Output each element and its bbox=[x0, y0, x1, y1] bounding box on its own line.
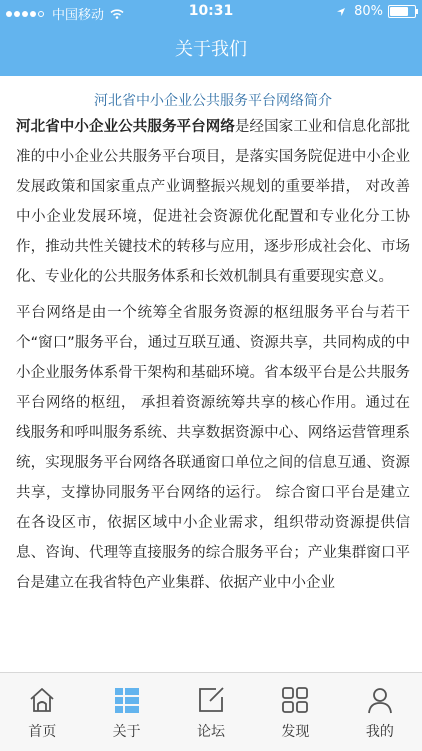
status-bar bbox=[0, 0, 422, 24]
tab-forum[interactable] bbox=[169, 673, 253, 751]
location-arrow-icon bbox=[336, 7, 346, 17]
battery-icon bbox=[388, 5, 416, 18]
status-time: 10:31 bbox=[188, 3, 234, 19]
article-paragraph-1 bbox=[16, 112, 410, 292]
discover-grid-icon bbox=[280, 685, 310, 715]
page-title: 关于我们 bbox=[175, 39, 247, 60]
tab-discover[interactable] bbox=[253, 673, 337, 751]
article-content[interactable] bbox=[16, 76, 410, 672]
profile-icon bbox=[365, 685, 395, 715]
tab-profile[interactable] bbox=[338, 673, 422, 751]
tab-profile-label: 我的 bbox=[365, 724, 394, 740]
tab-discover-label: 发现 bbox=[281, 724, 310, 740]
tab-home[interactable] bbox=[0, 673, 84, 751]
article-title: 河北省中小企业公共服务平台网络简介 bbox=[94, 93, 332, 109]
status-right bbox=[336, 4, 416, 19]
tab-forum-label: 论坛 bbox=[197, 724, 226, 740]
carrier-label: 中国移动 bbox=[52, 8, 105, 23]
forum-edit-icon bbox=[196, 685, 226, 715]
about-grid-icon bbox=[112, 685, 142, 715]
article-paragraph-1-text: 是经国家工业和信息化部批准的中小企业公共服务平台项目，是落实国务院促进中小企业发展政策和国家重点产业调整振兴规划的重要举措， 对改善中小企业发展环境，促进社会资源优化配置和专业化分工协作，推动共性关键技术的转移与应用，逐步形成社会化、市场化、专业化的公共服务体系和长效机制具有重要现实意义。 bbox=[16, 119, 410, 285]
article-paragraph-2: 平台网络是由一个统筹全省服务资源的枢纽服务平台与若干个“窗口”服务平台，通过互联互通、资源共享，共同构成的中小企业服务体系骨干架构和基础环境。省本级平台是公共服务平台网络的枢纽， 承担着资源统筹共享的核心作用。通过在线服务和呼叫服务系统、共享数据资源中心、网络运营管理系统，实现服务平台网络各联通窗口单位之间的信息互通、资源共享，支撑协同服务平台网络的运行。 综合窗口平台是建立在各设区市，依据区域中小企业需求，组织带动资源提供信息、咨询、代理等直接服务的综合服务平台；产业集群窗口平台是建立在我省特色产业集群、依据产业中小企业 bbox=[16, 305, 410, 591]
article-lead-text: 河北省中小企业公共服务平台网络 bbox=[16, 119, 235, 135]
home-icon bbox=[27, 685, 57, 715]
top-bar bbox=[0, 0, 422, 76]
battery-percent: 80% bbox=[354, 4, 383, 19]
tab-bar bbox=[0, 672, 422, 751]
tab-home-label: 首页 bbox=[28, 724, 57, 740]
tab-about[interactable] bbox=[84, 673, 168, 751]
tab-about-label: 关于 bbox=[112, 724, 141, 740]
